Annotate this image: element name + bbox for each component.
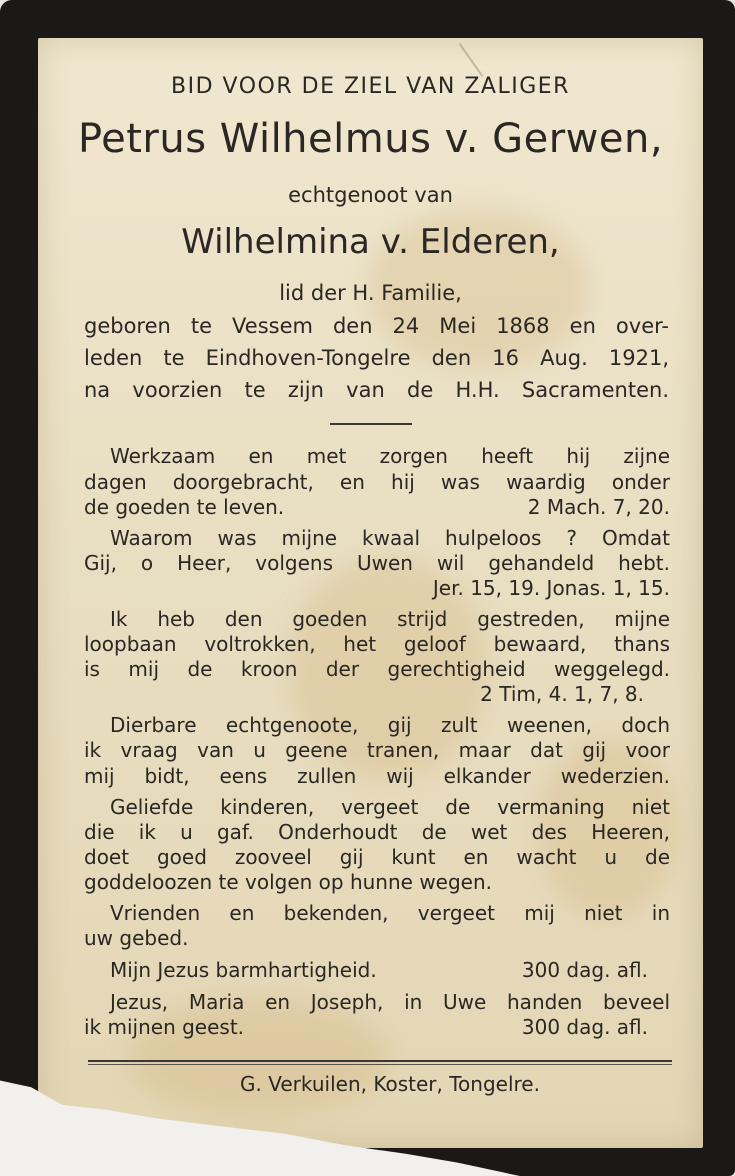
verse-reference: 2 Mach. 7, 20. [527, 495, 670, 519]
verse-line: Gij, o Heer, volgens Uwen wil gehandeld hebt. [84, 551, 670, 575]
membership-line: lid der H. Familie, [279, 281, 462, 305]
verse-line: Vrienden en bekenden, vergeet mij niet in [110, 901, 670, 925]
verse-line: Waarom was mijne kwaal hulpeloos ? Omdat [110, 526, 670, 550]
verse-line: is mij de kroon der gerechtigheid weggelegd. [84, 657, 670, 681]
indulgence-prayer: ik mijnen geest. [84, 1015, 245, 1039]
verse-line: mij bidt, eens zullen wij elkander wederzien. [84, 764, 670, 788]
spouse-name: Wilhelmina v. Elderen, [181, 222, 560, 262]
deceased-name: Petrus Wilhelmus v. Gerwen, [77, 116, 664, 162]
indulgence-amount: 300 dag. afl. [521, 958, 648, 982]
card-header: BID VOOR DE ZIEL VAN ZALIGER [171, 74, 570, 99]
verse-line: doet goed zooveel gij kunt en wacht u de [84, 845, 670, 869]
printer-credit: G. Verkuilen, Koster, Tongelre. [240, 1072, 540, 1096]
verse-line: de goeden te leven. [84, 495, 285, 519]
verse-line: ik vraag van u geene tranen, maar dat gij voor [84, 738, 670, 762]
indulgence-amount: 300 dag. afl. [521, 1015, 648, 1039]
divider-line [330, 423, 412, 425]
verse-line: Dierbare echtgenoote, gij zult weenen, doch [110, 713, 670, 737]
verse-line: Geliefde kinderen, vergeet de vermaning niet [110, 795, 670, 819]
verse-reference: Jer. 15, 19. Jonas. 1, 15. [432, 576, 670, 600]
indulgence-prayer: Jezus, Maria en Joseph, in Uwe handen beveel [110, 990, 670, 1014]
verse-line: Werkzaam en met zorgen heeft hij zijne [110, 444, 670, 468]
spouse-intro: echtgenoot van [288, 183, 453, 207]
bottom-rule-thin [88, 1064, 672, 1065]
verse-line: die ik u gaf. Onderhoudt de wet des Heeren, [84, 820, 670, 844]
verse-line: Ik heb den goeden strijd gestreden, mijne [110, 607, 670, 631]
indulgence-prayer: Mijn Jezus barmhartigheid. [110, 958, 377, 982]
verse-line: dagen doorgebracht, en hij was waardig onder [84, 470, 670, 494]
verse-line: uw gebed. [84, 926, 189, 950]
verse-reference: 2 Tim, 4. 1, 7, 8. [480, 682, 644, 706]
bio-line: geboren te Vessem den 24 Mei 1868 en over- [84, 314, 669, 338]
bio-line: na voorzien te zijn van de H.H. Sacramenten. [84, 378, 669, 402]
bio-line: leden te Eindhoven-Tongelre den 16 Aug. 1921, [84, 346, 669, 370]
bottom-rule [88, 1060, 672, 1062]
verse-line: goddeloozen te volgen op hunne wegen. [84, 870, 493, 894]
verse-line: loopbaan voltrokken, het geloof bewaard, thans [84, 632, 670, 656]
